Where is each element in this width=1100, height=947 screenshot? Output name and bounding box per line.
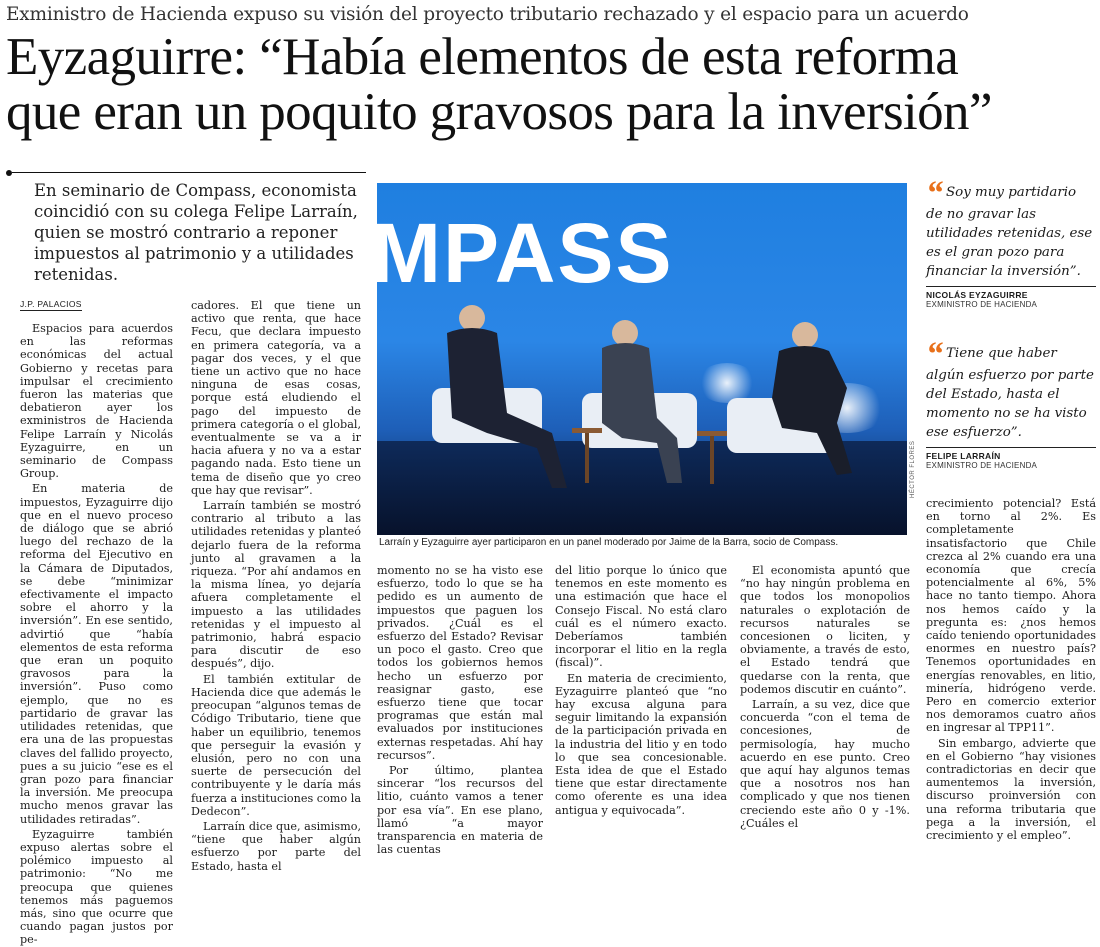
- paragraph: Eyzaguirre también expuso alertas sobre el polémico impuesto al patrimonio: “No me preocupa que quienes tenemos más paguemos más, sino que ocurre que cuando pagan justos por pe-: [20, 827, 173, 947]
- quote-text: [926, 336, 1096, 442]
- section-rule: [12, 172, 366, 173]
- paragraph: Larraín dice que, asimismo, “tiene que haber algún esfuerzo por parte del Estado, hasta el: [191, 819, 361, 873]
- paragraph: Espacios para acuerdos en las reformas económicas del actual Gobierno y recetas para impulsar el crecimiento fueron las materias que debatieron ayer los exministros de Hacienda Felipe Larraín y Nicolás Eyzaguirre, en un seminario de Compass Group.: [20, 322, 173, 481]
- article-column-6: [926, 497, 1096, 843]
- quote-mark-icon: “: [926, 336, 943, 373]
- quote-author-role: EXMINISTRO DE HACIENDA: [926, 300, 1038, 309]
- quote-mark-icon: “: [926, 175, 943, 212]
- paragraph: Larraín también se mostró contrario al tributo a las utilidades retenidas y planteó dejarlo fuera de la reforma junto al gravamen a la riqueza. “Por ahí andamos en la misma línea, yo dejaría afuera completamente el impuesto a las utilidades retenidas y el impuesto al patrimonio, habrá espacio para discutir de eso después”, dijo.: [191, 499, 361, 671]
- event-photo: [371, 183, 907, 535]
- quote-author-role: EXMINISTRO DE HACIENDA: [926, 461, 1038, 470]
- photo-brand-backdrop: MPASS: [371, 206, 674, 300]
- paragraph: momento no se ha visto ese esfuerzo, todo lo que se ha pedido es un aumento de impuestos que paguen los privados. ¿Cuál es el esfuerzo del Estado? Revisar un poco el gasto. Creo que todos los gobiernos hemos hecho un esfuerzo por reasignar gasto, ese esfuerzo tiene que tocar programas que están mal evaluados por instituciones externas respetadas. Ahí hay recursos”.: [377, 564, 543, 762]
- pull-quote-eyzaguirre: [926, 175, 1096, 309]
- paragraph: Por último, plantea sincerar “los recursos del litio, cuánto vamos a tener por esa vía”. En ese plano, llamó “a mayor transparencia en materia de las cuentas: [377, 764, 543, 857]
- article-column-3: [377, 564, 543, 857]
- paragraph: Larraín, a su vez, dice que concuerda “con el tema de concesiones, de permisología, hay mucho acuerdo en ese punto. Creo que aquí hay algunos temas que a nosotros nos han complicado y que nos tienen creciendo este año 0 y -1%. ¿Cuáles el: [740, 698, 910, 830]
- quote-body: Soy muy partidario de no gravar las utilidades retenidas, ese es el gran pozo para financiar la inversión”.: [926, 185, 1093, 279]
- lead-summary: En seminario de Compass, economista coincidió con su colega Felipe Larraín, quien se mostró contrario a reponer impuestos al patrimonio y a utilidades retenidas.: [34, 181, 358, 284]
- paragraph: En materia de impuestos, Eyzaguirre dijo que en el nuevo proceso de diálogo que se abrió luego del rechazo de la reforma del Ejecutivo en la Cámara de Diputados, se debe “minimizar efectivamente el impacto sobre el ahorro y la inversión”. En ese sentido, advirtió que “había elementos de esta reforma que eran un poquito gravosos para la inversión”. Puso como ejemplo, que no es partidario de gravar las utilidades retenidas, que era una de las propuestas claves del fallido proyecto, pues a su juicio “ese es el gran pozo para financiar la inversión. Me preocupa mucho menos gravar las utilidades retiradas”.: [20, 482, 173, 826]
- quote-divider: [926, 447, 1096, 448]
- paragraph: Sin embargo, advierte que en el Gobierno “hay visiones contradictorias en decir que aumentemos la inversión, discurso proinversión con una reforma tributaria que pega a la inversión, el crecimiento y el empleo”.: [926, 736, 1096, 843]
- article-column-4: [555, 564, 727, 817]
- paragraph: del litio porque lo único que tenemos en este momento es una estimación que hace el Consejo Fiscal. No está claro cuál es el número exacto. Deberíamos también incorporar el litio en la regla (fiscal)”.: [555, 564, 727, 670]
- article-column-1: [20, 322, 173, 947]
- paragraph: El economista apuntó que “no hay ningún problema en que todos los monopolios naturales o explotación de recursos naturales se concesionen o liciten, y obviamente, a través de esto, el Estado tendrá que quedarse con la renta, que podemos discutir en cuánto”.: [740, 564, 910, 696]
- quote-body: Tiene que haber algún esfuerzo por parte del Estado, hasta el momento no se ha visto ese esfuerzo”.: [926, 346, 1094, 440]
- headline: [6, 30, 1096, 140]
- quote-author: NICOLÁS EYZAGUIRRE: [926, 290, 1028, 300]
- kicker: Exministro de Hacienda expuso su visión del proyecto tributario rechazado y el espacio para un acuerdo: [6, 4, 969, 25]
- quote-divider: [926, 286, 1096, 287]
- headline-line-2: que eran un poquito gravosos para la inversión”: [6, 83, 992, 141]
- quote-text: [926, 175, 1096, 281]
- photo-credit: HÉCTOR FLORES: [910, 440, 916, 498]
- section-rule-dot: [6, 170, 12, 176]
- paragraph: crecimiento potencial? Está en torno al 2%. Es completamente insatisfactorio que Chile crezca al 2% cuando era una economía que crecía potencialmente al 6%, 5% hace no tanto tiempo. Ahora nos hemos caído y la pregunta es: ¿nos hemos caído teniendo oportunidades enormes en nuestro país? Tenemos oportunidades en energías renovables, en litio, minería, hidrógeno verde. Pero en comercio exterior nos demoramos cuatro años en ingresar al TPP11”.: [926, 497, 1096, 735]
- paragraph: El también extitular de Hacienda dice que además le preocupan “algunos temas de Código Tributario, tiene que haber un equilibrio, tenemos que perseguir la evasión y elusión, pero no con una suerte de persecución del contribuyente y le daría más fuerza a instituciones como la Dedecon”.: [191, 672, 361, 818]
- panelists-illustration: [377, 183, 907, 535]
- paragraph: cadores. El que tiene un activo que renta, que hace Fecu, que declara impuesto en primera categoría, va a pagar dos veces, y el que tiene un activo que no hace ninguna de esas cosas, porque está eludiendo el pago del impuesto de primera categoría o el global, eventualmente se va a ir hacia afuera y no va a estar pagando nada. Esto tiene un tema de diseño que yo creo que hay que revisar”.: [191, 299, 361, 497]
- headline-line-1: Eyzaguirre: “Había elementos de esta reforma: [6, 28, 959, 86]
- article-column-5: [740, 564, 910, 830]
- pull-quote-larrain: [926, 336, 1096, 470]
- byline: J.P. PALACIOS: [20, 299, 82, 309]
- quote-author: FELIPE LARRAÍN: [926, 451, 1001, 461]
- article-column-2: [191, 299, 361, 873]
- paragraph: En materia de crecimiento, Eyzaguirre planteó que “no hay excusa alguna para seguir limitando la expansión de la participación privada en la industria del litio y en todo lo que sea concesionable. Esta idea de que el Estado tiene que estar directamente como oferente es una idea antigua y equivocada”.: [555, 671, 727, 817]
- photo-caption: Larraín y Eyzaguirre ayer participaron en un panel moderado por Jaime de la Barra, socio de Compass.: [379, 537, 839, 548]
